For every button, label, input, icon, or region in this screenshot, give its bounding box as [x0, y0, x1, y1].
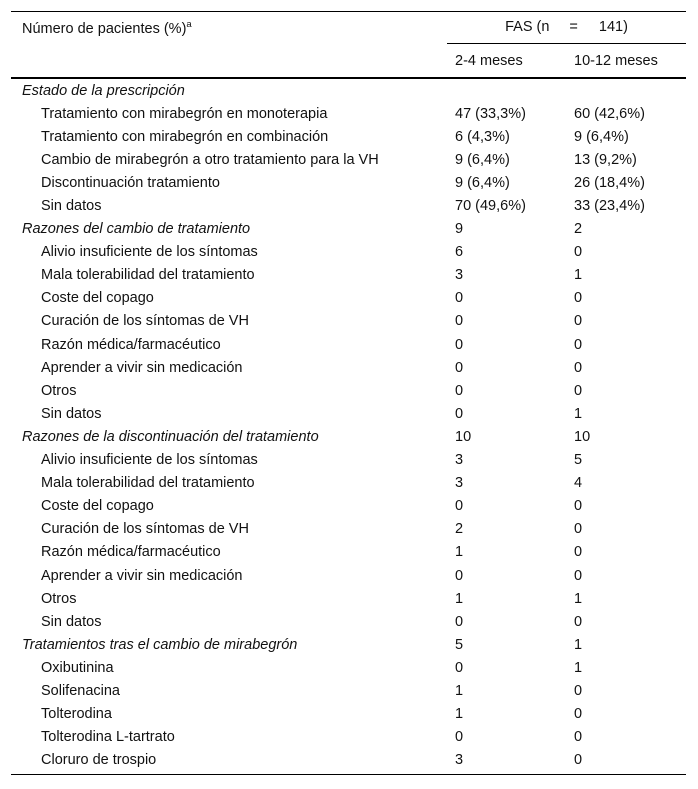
section-title: Razones de la discontinuación del tratamiento — [22, 428, 319, 445]
cell-10-12-meses: 0 — [574, 359, 583, 376]
table-row — [11, 148, 686, 171]
cell-10-12-meses: 0 — [574, 706, 583, 723]
cell-2-4-meses: 0 — [455, 567, 464, 584]
cell-2-4-meses: 70 (49,6%) — [455, 198, 526, 215]
cell-2-4-meses: 3 — [455, 452, 464, 469]
section-value-10-12-meses — [566, 78, 686, 102]
table-row — [11, 703, 686, 726]
header-row-2 — [11, 44, 686, 79]
row-label: Otros — [41, 590, 77, 607]
table-row — [11, 356, 686, 379]
cell-2-4-meses: 3 — [455, 752, 464, 769]
cell-2-4-meses: 6 (4,3%) — [455, 128, 510, 145]
cell-10-12-meses: 0 — [574, 336, 583, 353]
table-row — [11, 264, 686, 287]
row-label-header: Número de pacientes (%)$^a$ — [22, 19, 192, 37]
row-label: Mala tolerabilidad del tratamiento — [41, 267, 255, 284]
section-title: Razones del cambio de tratamiento — [22, 221, 251, 238]
cell-2-4-meses: 0 — [455, 405, 464, 422]
cell-2-4-meses: 9 (6,4%) — [455, 174, 510, 191]
row-label: Cloruro de trospio — [41, 752, 157, 769]
table-row — [11, 541, 686, 564]
row-label: Sin datos — [41, 198, 102, 215]
table-row — [11, 102, 686, 125]
row-label: Alivio insuficiente de los síntomas — [41, 452, 258, 469]
table-row — [11, 610, 686, 633]
patients-table — [11, 11, 686, 772]
col-header-2-4-meses: 2-4 meses — [447, 44, 566, 79]
cell-10-12-meses: 5 — [574, 452, 583, 469]
section-value-2-4-meses: 10 — [455, 428, 472, 445]
cell-2-4-meses: 47 (33,3%) — [455, 105, 526, 122]
fas-prefix: FAS (n — [505, 19, 550, 35]
row-label: Sin datos — [41, 613, 102, 630]
row-label: Curación de los síntomas de VH — [41, 313, 249, 330]
cell-10-12-meses: 60 (42,6%) — [574, 105, 645, 122]
cell-10-12-meses: 0 — [574, 498, 583, 515]
cell-10-12-meses: 33 (23,4%) — [574, 198, 645, 215]
fas-equals: = — [569, 19, 578, 35]
table-body — [11, 78, 686, 772]
row-label: Coste del copago — [41, 498, 154, 515]
row-label: Aprender a vivir sin medicación — [41, 359, 243, 376]
table-row — [11, 564, 686, 587]
cell-2-4-meses: 0 — [455, 729, 464, 746]
table-row — [11, 656, 686, 679]
row-label: Mala tolerabilidad del tratamiento — [41, 475, 255, 492]
row-label: Coste del copago — [41, 290, 154, 307]
cell-2-4-meses: 0 — [455, 613, 464, 630]
table-row — [11, 402, 686, 425]
table-row — [11, 333, 686, 356]
section-row — [11, 78, 686, 102]
row-label: Razón médica/farmacéutico — [41, 544, 221, 561]
cell-2-4-meses: 1 — [455, 706, 464, 723]
row-label: Discontinuación tratamiento — [41, 174, 220, 191]
cell-10-12-meses: 0 — [574, 567, 583, 584]
cell-2-4-meses: 1 — [455, 590, 464, 607]
row-label: Aprender a vivir sin medicación — [41, 567, 243, 584]
cell-10-12-meses: 4 — [574, 475, 583, 492]
cell-10-12-meses: 9 (6,4%) — [574, 128, 629, 145]
cell-2-4-meses: 0 — [455, 290, 464, 307]
cell-2-4-meses: 1 — [455, 682, 464, 699]
row-label: Tolterodina L-tartrato — [41, 729, 175, 746]
header-row-1 — [11, 12, 686, 44]
cell-10-12-meses: 13 (9,2%) — [574, 151, 637, 168]
fas-header — [447, 12, 686, 44]
col-header-10-12-meses: 10-12 meses — [566, 44, 686, 79]
cell-10-12-meses: 0 — [574, 729, 583, 746]
section-value-2-4-meses: 5 — [455, 636, 464, 653]
section-value-10-12-meses: 10 — [574, 428, 591, 445]
row-label: Cambio de mirabegrón a otro tratamiento para la VH — [41, 151, 379, 168]
table-row — [11, 587, 686, 610]
cell-10-12-meses: 0 — [574, 244, 583, 261]
table-row — [11, 495, 686, 518]
cell-10-12-meses: 0 — [574, 682, 583, 699]
fas-n: 141) — [598, 19, 628, 35]
cell-10-12-meses: 1 — [574, 267, 583, 284]
section-row — [11, 633, 686, 656]
row-label: Tolterodina — [41, 706, 112, 723]
table-row — [11, 310, 686, 333]
table-row — [11, 472, 686, 495]
row-label: Sin datos — [41, 405, 102, 422]
empty-header-cell — [11, 44, 447, 79]
cell-2-4-meses: 0 — [455, 336, 464, 353]
table-row — [11, 194, 686, 217]
section-title: Tratamientos tras el cambio de mirabegrón — [22, 636, 298, 653]
cell-10-12-meses: 1 — [574, 590, 583, 607]
cell-2-4-meses: 0 — [455, 313, 464, 330]
table-row — [11, 287, 686, 310]
cell-10-12-meses: 0 — [574, 752, 583, 769]
section-row — [11, 218, 686, 241]
cell-10-12-meses: 0 — [574, 290, 583, 307]
section-value-2-4-meses — [447, 78, 566, 102]
table-row — [11, 449, 686, 472]
row-label: Razón médica/farmacéutico — [41, 336, 221, 353]
cell-10-12-meses: 0 — [574, 613, 583, 630]
cell-10-12-meses: 26 (18,4%) — [574, 174, 645, 191]
cell-2-4-meses: 0 — [455, 498, 464, 515]
cell-2-4-meses: 2 — [455, 521, 464, 538]
cell-10-12-meses: 1 — [574, 405, 583, 422]
cell-2-4-meses: 3 — [455, 267, 464, 284]
row-label: Alivio insuficiente de los síntomas — [41, 244, 258, 261]
cell-2-4-meses: 9 (6,4%) — [455, 151, 510, 168]
table-row — [11, 679, 686, 702]
row-label: Otros — [41, 382, 77, 399]
table-row — [11, 171, 686, 194]
table-bottom-rule — [11, 774, 686, 775]
data-table-container — [11, 11, 686, 772]
section-value-10-12-meses: 2 — [574, 221, 583, 238]
cell-2-4-meses: 0 — [455, 659, 464, 676]
section-title: Estado de la prescripción — [22, 82, 185, 99]
cell-2-4-meses: 0 — [455, 359, 464, 376]
section-row — [11, 425, 686, 448]
row-label: Oxibutinina — [41, 659, 114, 676]
section-value-2-4-meses: 9 — [455, 221, 464, 238]
table-row — [11, 518, 686, 541]
cell-2-4-meses: 0 — [455, 382, 464, 399]
section-value-10-12-meses: 1 — [574, 636, 583, 653]
table-row — [11, 125, 686, 148]
table-row — [11, 749, 686, 772]
cell-2-4-meses: 3 — [455, 475, 464, 492]
row-label: Tratamiento con mirabegrón en combinación — [41, 128, 329, 145]
cell-10-12-meses: 0 — [574, 313, 583, 330]
row-label: Tratamiento con mirabegrón en monoterapia — [41, 105, 328, 122]
cell-10-12-meses: 0 — [574, 521, 583, 538]
table-row — [11, 379, 686, 402]
table-row — [11, 726, 686, 749]
cell-10-12-meses: 0 — [574, 544, 583, 561]
cell-10-12-meses: 0 — [574, 382, 583, 399]
table-row — [11, 241, 686, 264]
cell-10-12-meses: 1 — [574, 659, 583, 676]
row-label: Curación de los síntomas de VH — [41, 521, 249, 538]
row-label: Solifenacina — [41, 682, 120, 699]
cell-2-4-meses: 6 — [455, 244, 464, 261]
footnote-marker: a — [186, 19, 192, 30]
cell-2-4-meses: 1 — [455, 544, 464, 561]
